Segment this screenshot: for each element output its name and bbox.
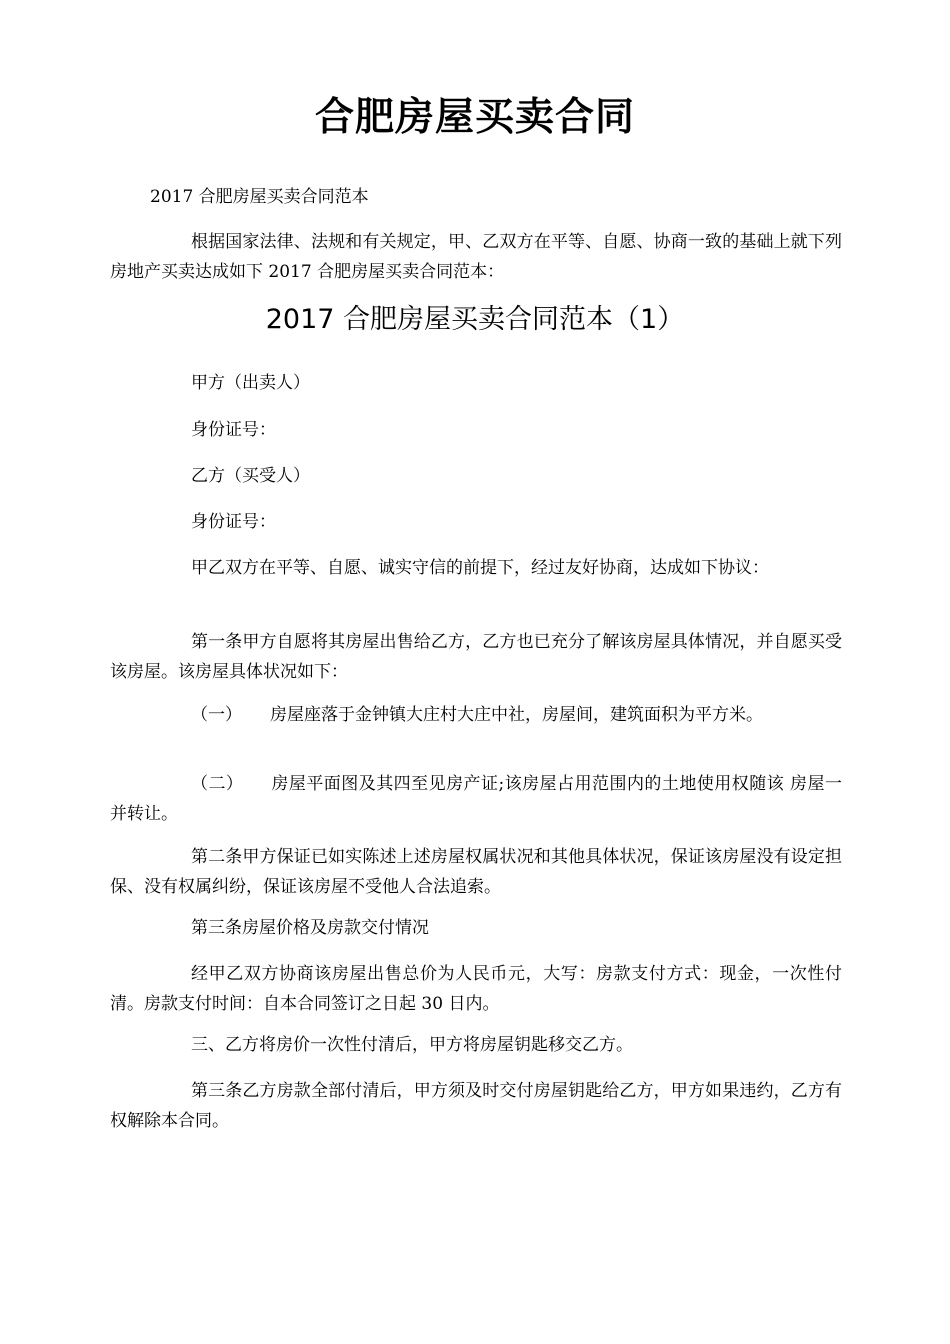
list-item-1 (191, 700, 842, 730)
article-3-title: 第三条房屋价格及房款交付情况 (191, 918, 429, 938)
article-1-paragraph: 第一条甲方自愿将其房屋出售给乙方，乙方也已充分了解该房屋具体情况，并自愿买受该房屋。该房屋具体状况如下： (110, 632, 842, 682)
list-item-1-label: （一） (191, 705, 242, 725)
party-b-id-label: 身份证号： (191, 512, 276, 532)
list-item-2 (110, 769, 842, 829)
clause-3-paragraph: 三、乙方将房价一次性付清后，甲方将房屋钥匙移交乙方。 (191, 1035, 633, 1055)
article-2-paragraph: 第二条甲方保证已如实陈述上述房屋权属状况和其他具体状况，保证该房屋没有设定担保、没有权属纠纷，保证该房屋不受他人合法追索。 (110, 847, 842, 897)
party-a-label: 甲方（出卖人） (191, 373, 310, 393)
list-item-2-label: （二） (191, 774, 244, 794)
preamble-paragraph: 根据国家法律、法规和有关规定，甲、乙双方在平等、自愿、协商一致的基础上就下列房地产买卖达成如下 2017 合肥房屋买卖合同范本： (110, 232, 842, 282)
party-a-id-label: 身份证号： (191, 420, 276, 440)
intro-line: 2017 合肥房屋买卖合同范本 (150, 187, 369, 207)
agreement-intro-paragraph: 甲乙双方在平等、自愿、诚实守信的前提下，经过友好协商，达成如下协议： (191, 558, 769, 578)
party-b-label: 乙方（买受人） (191, 466, 310, 486)
article-3b-paragraph: 第三条乙方房款全部付清后，甲方须及时交付房屋钥匙给乙方，甲方如果违约，乙方有权解除本合同。 (110, 1081, 842, 1131)
article-3-body: 经甲乙双方协商该房屋出售总价为人民币元，大写：房款支付方式：现金，一次性付清。房款支付时间：自本合同签订之日起 30 日内。 (110, 964, 842, 1014)
section-title: 2017 合肥房屋买卖合同范本（1） (265, 304, 685, 335)
list-item-1-text: 房屋座落于金钟镇大庄村大庄中社，房屋间，建筑面积为平方米。 (270, 705, 763, 725)
document-title: 合肥房屋买卖合同 (314, 95, 635, 140)
list-item-2-text: 房屋平面图及其四至见房产证;该房屋占用范围内的土地使用权随该 房屋一并转让。 (110, 774, 842, 824)
